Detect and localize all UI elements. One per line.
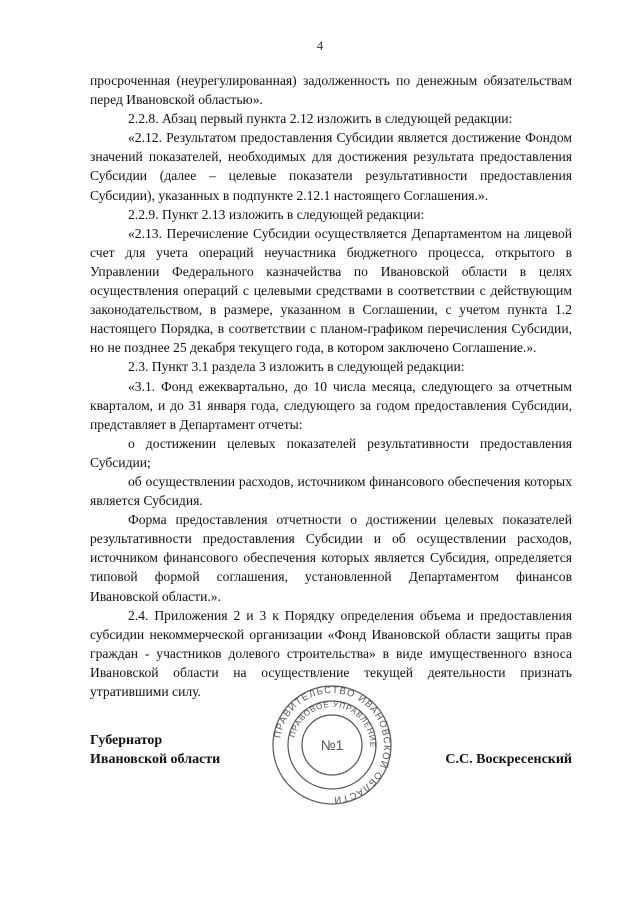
signatory-title bbox=[90, 731, 220, 769]
page-number: 4 bbox=[316, 38, 324, 53]
signatory-title-line-2: Ивановской области bbox=[90, 752, 221, 767]
seal-inner-text: ПРАВОВОЕ УПРАВЛЕНИЕ bbox=[287, 699, 378, 749]
paragraph: 2.2.9. Пункт 2.13 изложить в следующей редакции: bbox=[128, 206, 425, 222]
seal-center-number: №1 bbox=[320, 737, 344, 753]
paragraph: о достижении целевых показателей результативности предоставления Субсидии; bbox=[90, 435, 572, 470]
paragraph: «2.12. Результатом предоставления Субсидии является достижение Фондом значений показателей, необходимых для достижения результата предоставления Субсидии (далее – целевые показатели результативности предоставления Субсидии), указанных в подпункте 2.12.1 настоящего Соглашения.». bbox=[90, 130, 572, 203]
document-body bbox=[90, 71, 572, 701]
paragraph: об осуществлении расходов, источником финансового обеспечения которых является Субсидия. bbox=[90, 473, 572, 509]
paragraph: «2.13. Перечисление Субсидии осуществляется Департаментом на лицевой счет для учета операций неучастника бюджетного процесса, открытого в Управлении Федерального казначейства по Ивановской области в целях осуществления операций с целевыми средствами в соответствии с действующим законодательством, в размере, указанном в Соглашении, с учетом пункта 1.2 настоящего Порядка, в соответствии с планом-графиком перечисления Субсидии, но не позднее 25 декабря текущего года, в котором заключено Соглашение.». bbox=[90, 225, 572, 356]
paragraph: 2.2.8. Абзац первый пункта 2.12 изложить в следующей редакции: bbox=[128, 111, 513, 127]
official-seal-stamp bbox=[270, 683, 394, 807]
paragraph: 2.3. Пункт 3.1 раздела 3 изложить в следующей редакции: bbox=[128, 359, 465, 375]
seal-outer-text: ПРАВИТЕЛЬСТВО ИВАНОВСКОЙ ОБЛАСТИ bbox=[272, 684, 393, 806]
paragraph: «3.1. Фонд ежеквартально, до 10 числа месяца, следующего за отчетным кварталом, и до 31 января года, следующего за годом предоставления Субсидии, представляет в Департамент отчеты: bbox=[90, 378, 572, 432]
paragraph: Форма предоставления отчетности о достижении целевых показателей результативности предоставления Субсидии и об осуществлении расходов, источником финансового обеспечения которых является Субсидия, определяется типовой формой соглашения, установленной Департаментом финансов Ивановской области.». bbox=[90, 512, 572, 604]
paragraph: просроченная (неурегулированная) задолженность по денежным обязательствам перед Ивановской областью». bbox=[90, 73, 572, 108]
paragraph: 2.4. Приложения 2 и 3 к Порядку определения объема и предоставления субсидии некоммерческой организации «Фонд Ивановской области защиты прав граждан - участников долевого строительства» в виде имущественного взноса Ивановской области на осуществление текущей деятельности признать утратившими силу. bbox=[90, 607, 572, 699]
signatory-name: С.С. Воскресенский bbox=[445, 752, 572, 767]
signatory-title-line-1: Губернатор bbox=[90, 733, 163, 748]
